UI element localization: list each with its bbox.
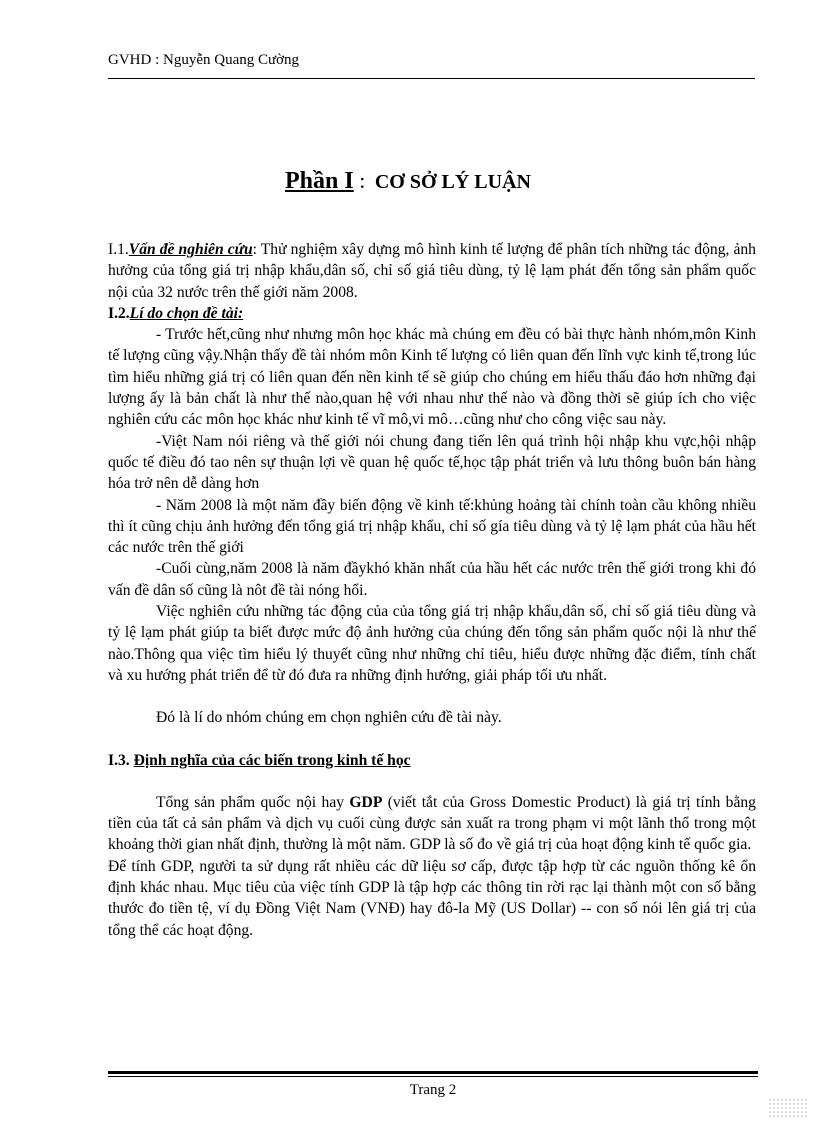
section-2-heading: Lí do chọn đề tài:	[129, 304, 244, 322]
paragraph: -Cuối cùng,năm 2008 là năm đầykhó khăn nhất của hầu hết các nước trên thế giới trong khi đó vấn đề dân số cũng là nôt đề tài nóng hổi.	[108, 560, 756, 599]
title-part: Phần I	[285, 168, 354, 194]
document-body	[108, 239, 756, 941]
header-rule	[108, 78, 755, 79]
page-title	[0, 168, 816, 195]
page-number: Trang 2	[409, 1082, 457, 1098]
footer-rule	[108, 1071, 758, 1074]
footer-rule-thin	[108, 1076, 758, 1077]
gdp-text: (viết tắt của Gross Domestic Product) là giá trị tính bằng tiền của tất cả sản phẩm và dịch vụ cuối cùng được sản xuất ra trong phạm vi một lãnh thổ trong một khoảng thời gian nhất định, thường là một năm. GDP là số đo về giá trị của hoạt động kinh tế quốc gia.	[108, 793, 756, 854]
section-1-heading: Vấn đề nghiên cứu	[128, 241, 253, 258]
gdp-definition	[108, 792, 756, 856]
section-3-number: I.3.	[108, 751, 130, 769]
section-1-text: : Thử nghiệm xây dựng mô hình kinh tế lượng để phân tích những tác động, ảnh hưởng của tổng giá trị nhập khẩu,dân số, chỉ số giá tiêu dùng, tỷ lệ lạm phát đến tổng sản phẩm quốc nội của 32 nước trên thế giới năm 2008.	[108, 241, 756, 301]
section-2-number: I.2.	[108, 304, 130, 322]
section-3-title	[108, 750, 756, 771]
gdp-calculation: Để tính GDP, người ta sử dụng rất nhiều các dữ liệu sơ cấp, được tập hợp từ các nguồn thống kê ổn định khác nhau. Mục tiêu của việc tính GDP là tập hợp các thông tin rời rạc lại thành một con số bằng thước đo tiền tệ, ví dụ Đồng Việt Nam (VNĐ) hay đô-la Mỹ (US Dollar) -- con số nói lên giá trị của tổng thể các hoạt động.	[108, 857, 756, 939]
corner-texture	[768, 1098, 808, 1118]
spacer	[108, 686, 756, 707]
section-2-title	[108, 303, 756, 324]
section-3-heading: Định nghĩa của các biến trong kinh tế học	[133, 751, 411, 769]
paragraph: - Năm 2008 là một năm đầy biến động về kinh tế:khủng hoảng tài chính toàn cầu không nhiều thì ít cũng chịu ảnh hưởng đến tổng giá trị nhập khẩu, chỉ số gía tiêu dùng và tỷ lệ lạm phát của hầu hết các nước trên thế giới	[108, 496, 756, 557]
title-subject: CƠ SỞ LÝ LUẬN	[374, 171, 531, 193]
gdp-term: GDP	[349, 793, 383, 811]
section-1-number: I.1.	[108, 241, 129, 258]
paragraph: - Trước hết,cũng như nhưng môn học khác mà chúng em đều có bài thực hành nhóm,môn Kinh tế lượng cũng vậy.Nhận thấy đề tài nhóm môn Kinh tế lượng có liên quan đến lĩnh vực kinh tế,trong lúc tìm hiểu những giá trị có liên quan đến nền kinh tế sẽ giúp cho chúng em hiểu thấu đáo hơn những đại lượng ấy là bản chất là như thế nào,quan hệ với nhau như thế nào và đồng thời sẽ giúp ích cho việc nghiên cứu các môn học khác như kinh tế vĩ mô,vi mô…cũng như cho công việc sau này.	[108, 326, 756, 429]
section-1	[108, 239, 756, 303]
closing-paragraph: Đó là lí do nhóm chúng em chọn nghiên cứu đề tài này.	[156, 709, 502, 727]
gdp-text: Tổng sản phẩm quốc nội hay	[156, 793, 350, 811]
paragraph: -Việt Nam nói riêng và thế giới nói chung đang tiến lên quá trình hội nhập khu vực,hội nhập quốc tế điều đó tao nên sự thuận lợi về quan hệ quốc tế,học tập phát triển và lưu thông buôn bán hàng hóa trở nên dễ dàng hơn	[108, 432, 756, 493]
page-header: GVHD : Nguyễn Quang Cường	[108, 52, 300, 68]
paragraph: Việc nghiên cứu những tác động của của tổng giá trị nhập khẩu,dân số, chỉ số giá tiêu dùng và tỷ lệ lạm phát giúp ta biết được mức độ ảnh hưởng của chúng đến tổng sản phẩm quốc nội là như thế nào.Thông qua việc tìm hiểu lý thuyết cũng như những chỉ tiêu, hiểu được những đặc điểm, tính chất và xu hướng phát triển để từ đó đưa ra những định hướng, giải pháp tối ưu nhất.	[108, 603, 756, 684]
title-separator: :	[353, 168, 371, 193]
spacer	[108, 771, 756, 792]
